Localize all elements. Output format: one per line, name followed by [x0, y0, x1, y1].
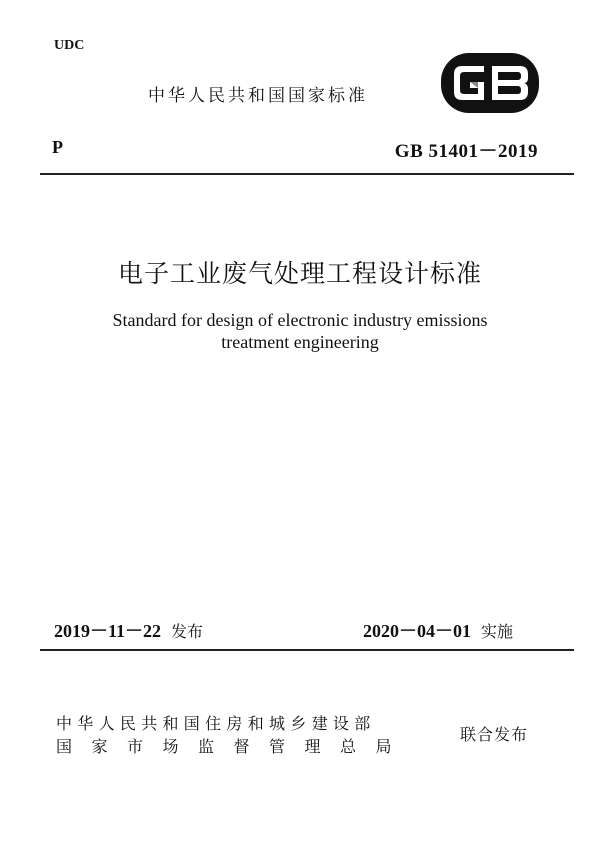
title-chinese: 电子工业废气处理工程设计标准 — [117, 259, 482, 288]
effective-date-block — [363, 617, 513, 643]
gb-logo-icon — [440, 52, 540, 114]
title-english-line2: treatment engineering — [221, 332, 379, 352]
national-standard-heading: 中华人民共和国国家标准 — [148, 86, 368, 106]
dates-divider — [40, 649, 574, 651]
effective-label: 实施 — [481, 622, 514, 641]
udc-label: UDC — [54, 38, 85, 53]
issue-date: 2019－11－22 — [54, 621, 162, 641]
category-label: P — [52, 137, 63, 157]
standard-number: GB 51401－2019 — [394, 141, 538, 162]
joint-issue-label: 联合发布 — [460, 725, 529, 744]
title-english — [0, 309, 600, 353]
issuer-mohurd: 中华人民共和国住房和城乡建设部 — [56, 714, 376, 733]
issue-date-block — [54, 617, 203, 643]
title-english-line1: Standard for design of electronic industry emissions — [112, 310, 488, 330]
header-divider — [40, 173, 574, 175]
effective-date: 2020－04－01 — [363, 621, 471, 641]
issuer-samr: 国家市场监督管理总局 — [56, 737, 412, 756]
issue-label: 发布 — [171, 622, 204, 641]
